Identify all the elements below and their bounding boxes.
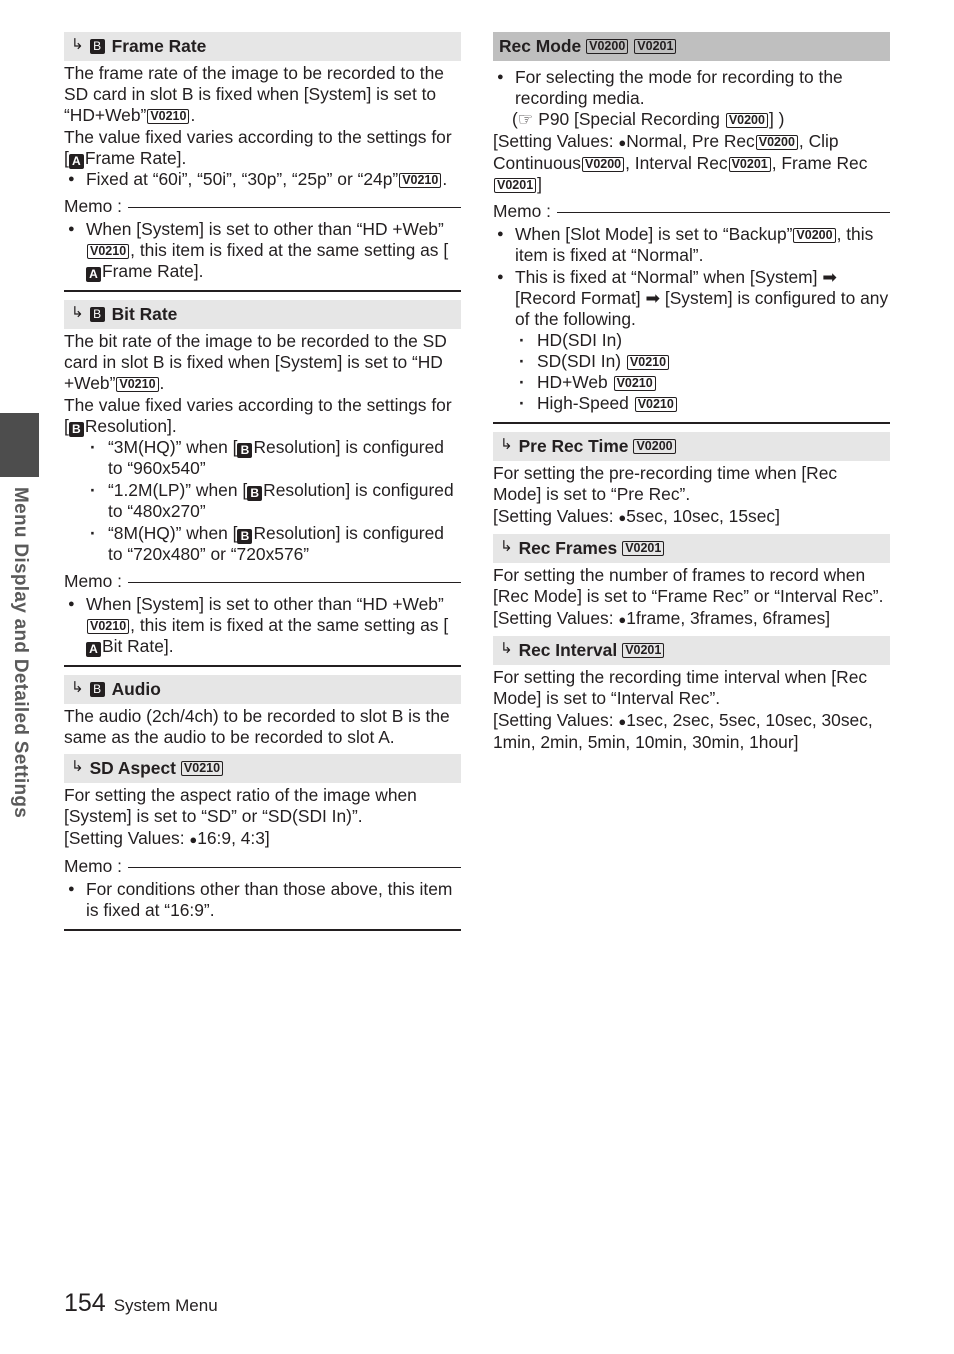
- rec-mode-memo-2: ● This is fixed at “Normal” when [System] ➡ [Record Format] ➡ [System] is configured to any of the following.: [493, 267, 890, 330]
- bit-rate-memo: ● When [System] is set to other than “HD +Web”V0210 , this item is fixed at the same setting as [A Bit Rate].: [64, 594, 461, 657]
- version-badge: V0210: [87, 619, 129, 634]
- audio-title: Audio: [111, 679, 161, 699]
- bit-rate-heading: [64, 300, 461, 329]
- slot-b-icon: B: [69, 422, 84, 437]
- version-badge: V0210: [614, 376, 656, 391]
- bit-rate-item: · “3M(HQ)” when [ B Resolution] is configured to “960x540”: [64, 437, 461, 479]
- rec-mode-title: Rec Mode: [499, 36, 582, 56]
- submenu-arrow-icon: ↳: [71, 36, 84, 53]
- rec-interval-desc: For setting the recording time interval when [Rec Mode] is set to “Interval Rec”.: [493, 667, 868, 708]
- bit-rate-desc2: The value fixed varies according to the settings for [ B Resolution].: [64, 395, 452, 436]
- submenu-arrow-icon: ↳: [500, 640, 513, 657]
- system-list-item: · SD(SDI In) V0210: [493, 351, 890, 372]
- version-badge: V0210: [399, 173, 441, 188]
- rec-interval-values: [Setting Values: ●1sec, 2sec, 5sec, 10sec, 30sec, 1min, 2min, 5min, 10min, 30min, 1hour]: [493, 710, 873, 752]
- version-badge: V0210: [181, 761, 223, 776]
- frame-rate-heading: [64, 32, 461, 61]
- side-tab-marker: [0, 413, 39, 477]
- rec-mode-heading: [493, 32, 890, 61]
- submenu-arrow-icon: ↳: [71, 758, 84, 775]
- slot-b-icon: B: [90, 39, 105, 54]
- sd-aspect-heading: [64, 754, 461, 783]
- pre-rec-time-heading: [493, 432, 890, 461]
- version-badge: V0201: [494, 178, 536, 193]
- memo-header: Memo :: [64, 571, 461, 592]
- rec-mode-ref: (☞ P90 [Special Recording V0200 ] ): [512, 109, 785, 129]
- submenu-arrow-icon: ↳: [500, 436, 513, 453]
- memo-header: Memo :: [493, 201, 890, 222]
- frame-rate-desc2: The value fixed varies according to the settings for [ A Frame Rate].: [64, 127, 452, 168]
- submenu-arrow-icon: ↳: [71, 679, 84, 696]
- slot-a-icon: A: [69, 154, 84, 169]
- sd-aspect-values: [Setting Values: ●16:9, 4:3]: [64, 828, 270, 848]
- rec-mode-bullet: ● For selecting the mode for recording to the recording media.: [493, 67, 890, 109]
- audio-desc: The audio (2ch/4ch) to be recorded to slot B is the same as the audio to be recorded to slot A.: [64, 706, 450, 747]
- section-divider: [64, 290, 461, 292]
- section-divider: [493, 422, 890, 424]
- left-column: [64, 32, 461, 939]
- version-badge: V0200: [756, 135, 798, 150]
- section-divider: [64, 929, 461, 931]
- frame-rate-bullet: ● Fixed at “60i”, “50i”, “30p”, “25p” or “24p” V0210 .: [64, 169, 461, 190]
- system-list-item: · HD+Web V0210: [493, 372, 890, 393]
- rec-frames-values: [Setting Values: ●1frame, 3frames, 6frames]: [493, 608, 831, 628]
- pre-rec-time-values: [Setting Values: ●5sec, 10sec, 15sec]: [493, 506, 780, 526]
- arrow-right-icon: ➡: [645, 288, 661, 308]
- version-badge: V0200: [582, 157, 624, 172]
- default-marker-icon: ●: [618, 714, 627, 729]
- submenu-arrow-icon: ↳: [500, 538, 513, 555]
- rec-interval-title: Rec Interval: [518, 640, 618, 660]
- version-badge: V0201: [622, 541, 664, 556]
- sd-aspect-title: SD Aspect: [89, 758, 176, 778]
- default-marker-icon: ●: [618, 510, 627, 525]
- rec-mode-values: [Setting Values: ●Normal, Pre Rec V0200 , Clip Continuous V0200 , Interval Rec V0201 , Frame RecV0201 ]: [493, 131, 868, 194]
- rec-frames-desc: For setting the number of frames to record when [Rec Mode] is set to “Frame Rec” or “Interval Rec”.: [493, 565, 884, 606]
- version-badge: V0200: [586, 39, 628, 54]
- default-marker-icon: ●: [618, 612, 627, 627]
- pre-rec-time-title: Pre Rec Time: [518, 436, 629, 456]
- system-list-item: · HD(SDI In): [493, 330, 890, 351]
- system-list-item: · High-Speed V0210: [493, 393, 890, 414]
- rec-frames-heading: [493, 534, 890, 563]
- memo-header: Memo :: [64, 196, 461, 217]
- right-column: [493, 32, 890, 753]
- sd-aspect-desc: For setting the aspect ratio of the image when [System] is set to “SD” or “SD(SDI In)”.: [64, 785, 417, 826]
- bit-rate-title: Bit Rate: [111, 304, 178, 324]
- version-badge: V0210: [147, 109, 189, 124]
- version-badge: V0210: [116, 377, 158, 392]
- reference-hand-icon: ☞: [517, 109, 534, 129]
- slot-b-icon: B: [90, 682, 105, 697]
- default-marker-icon: ●: [189, 832, 198, 847]
- slot-b-icon: B: [237, 529, 252, 544]
- frame-rate-desc: The frame rate of the image to be recorded to the SD card in slot B is fixed when [System] is set to “HD+Web” V0210 .: [64, 63, 444, 125]
- frame-rate-title: Frame Rate: [111, 36, 207, 56]
- rec-interval-heading: [493, 636, 890, 665]
- version-badge: V0200: [726, 113, 768, 128]
- version-badge: V0201: [622, 643, 664, 658]
- sd-aspect-memo: ● For conditions other than those above, this item is fixed at “16:9”.: [64, 879, 461, 921]
- slot-b-icon: B: [90, 307, 105, 322]
- rec-mode-memo-1: ● When [Slot Mode] is set to “Backup” V0200 , this item is fixed at “Normal”.: [493, 224, 890, 266]
- pre-rec-time-desc: For setting the pre-recording time when [Rec Mode] is set to “Pre Rec”.: [493, 463, 838, 504]
- arrow-right-icon: ➡: [822, 267, 837, 287]
- slot-b-icon: B: [237, 443, 252, 458]
- slot-b-icon: B: [247, 486, 262, 501]
- version-badge: V0210: [87, 244, 129, 259]
- version-badge: V0210: [635, 397, 677, 412]
- rec-frames-title: Rec Frames: [518, 538, 618, 558]
- footer-section-label: System Menu: [113, 1296, 218, 1315]
- side-tab-label: Menu Display and Detailed Settings: [10, 487, 31, 819]
- frame-rate-memo: ● When [System] is set to other than “HD +Web”V0210 , this item is fixed at the same setting as [A Frame Rate].: [64, 219, 461, 282]
- version-badge: V0210: [627, 355, 669, 370]
- version-badge: V0200: [793, 228, 835, 243]
- bit-rate-item: · “8M(HQ)” when [ B Resolution] is configured to “720x480” or “720x576”: [64, 523, 461, 565]
- version-badge: V0201: [729, 157, 771, 172]
- slot-a-icon: A: [86, 267, 101, 282]
- default-marker-icon: ●: [618, 135, 627, 150]
- audio-heading: [64, 675, 461, 704]
- page-number: 154: [64, 1289, 106, 1317]
- memo-header: Memo :: [64, 856, 461, 877]
- bit-rate-item: · “1.2M(LP)” when [ B Resolution] is configured to “480x270”: [64, 480, 461, 522]
- submenu-arrow-icon: ↳: [71, 304, 84, 321]
- section-divider: [64, 665, 461, 667]
- version-badge: V0201: [634, 39, 676, 54]
- version-badge: V0200: [633, 439, 675, 454]
- bit-rate-desc: The bit rate of the image to be recorded to the SD card in slot B is fixed when [System] is set to “HD +Web” V0210 .: [64, 331, 447, 393]
- slot-a-icon: A: [86, 642, 101, 657]
- page-footer: [64, 1289, 218, 1317]
